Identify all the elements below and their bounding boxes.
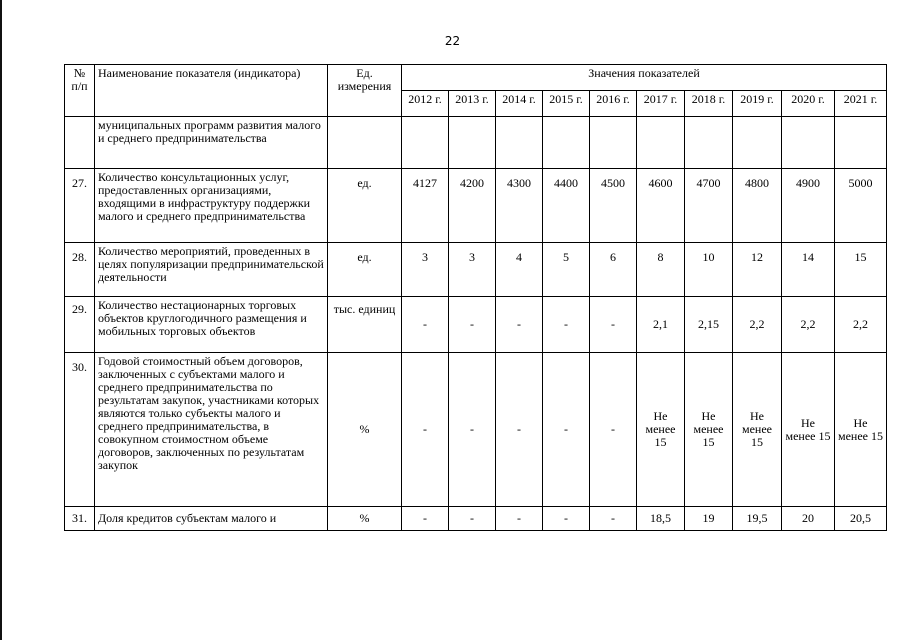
indicator-value: 15 xyxy=(835,243,887,297)
indicator-value: 4300 xyxy=(496,169,543,243)
indicator-value: 4600 xyxy=(637,169,685,243)
indicator-name: Количество мероприятий, проведенных в целях популяризации предпринимательской деятельности xyxy=(95,243,328,297)
indicator-value: 4700 xyxy=(685,169,733,243)
indicator-value: Не менее 15 xyxy=(733,353,782,507)
table-row xyxy=(65,507,887,531)
table-row xyxy=(65,297,887,353)
indicator-name: Количество нестационарных торговых объектов круглогодичного размещения и мобильных торговых объектов xyxy=(95,297,328,353)
table-row xyxy=(65,169,887,243)
indicator-value: 2,2 xyxy=(835,297,887,353)
indicator-value: 3 xyxy=(449,243,496,297)
indicator-value: 20,5 xyxy=(835,507,887,531)
header-year: 2014 г. xyxy=(496,91,543,117)
indicator-value: 6 xyxy=(590,243,637,297)
indicator-value: 14 xyxy=(782,243,835,297)
indicator-value xyxy=(782,117,835,169)
unit-of-measure: % xyxy=(328,353,402,507)
table-row xyxy=(65,243,887,297)
indicator-value: 18,5 xyxy=(637,507,685,531)
indicator-value xyxy=(496,117,543,169)
indicator-value: 19 xyxy=(685,507,733,531)
indicator-value: Не менее 15 xyxy=(782,353,835,507)
indicator-value: - xyxy=(402,353,449,507)
indicator-value: Не менее 15 xyxy=(835,353,887,507)
indicator-value xyxy=(733,117,782,169)
indicator-value: - xyxy=(496,297,543,353)
indicator-value: 5 xyxy=(543,243,590,297)
header-year: 2019 г. xyxy=(733,91,782,117)
indicator-value: - xyxy=(496,353,543,507)
indicator-name: Количество консультационных услуг, предоставленных организациями, входящими в инфраструктуру поддержки малого и среднего предпринимательства xyxy=(95,169,328,243)
header-year: 2013 г. xyxy=(449,91,496,117)
indicator-value: 4900 xyxy=(782,169,835,243)
indicator-value: 19,5 xyxy=(733,507,782,531)
table-row xyxy=(65,353,887,507)
indicator-value: 3 xyxy=(402,243,449,297)
row-number: 30. xyxy=(65,353,95,507)
indicator-value: 2,1 xyxy=(637,297,685,353)
indicator-value xyxy=(449,117,496,169)
header-unit: Ед. измерения xyxy=(328,65,402,117)
row-number: 27. xyxy=(65,169,95,243)
unit-of-measure: % xyxy=(328,507,402,531)
indicator-value: 8 xyxy=(637,243,685,297)
indicator-value: 4200 xyxy=(449,169,496,243)
indicator-value: - xyxy=(449,507,496,531)
indicator-value: - xyxy=(496,507,543,531)
header-values-group: Значения показателей xyxy=(402,65,887,91)
header-year: 2020 г. xyxy=(782,91,835,117)
header-name: Наименование показателя (индикатора) xyxy=(95,65,328,117)
indicator-value xyxy=(402,117,449,169)
indicator-value: - xyxy=(402,507,449,531)
header-year: 2021 г. xyxy=(835,91,887,117)
indicator-value xyxy=(637,117,685,169)
indicator-value: 4400 xyxy=(543,169,590,243)
indicator-value: - xyxy=(543,507,590,531)
row-number xyxy=(65,117,95,169)
indicator-value: 12 xyxy=(733,243,782,297)
row-number: 31. xyxy=(65,507,95,531)
indicator-value xyxy=(835,117,887,169)
indicator-value: 10 xyxy=(685,243,733,297)
indicator-value: 2,2 xyxy=(733,297,782,353)
indicator-name: Годовой стоимостный объем договоров, заключенных с субъектами малого и среднего предпринимательства по результатам закупок, участниками которых являются только субъекты малого и среднего предпринимательства, в совокупном стоимостном объеме договоров, заключенных по результатам закупок xyxy=(95,353,328,507)
indicator-value: Не менее 15 xyxy=(685,353,733,507)
page-left-edge xyxy=(0,0,2,640)
indicator-value: - xyxy=(543,297,590,353)
row-number: 29. xyxy=(65,297,95,353)
indicators-table xyxy=(64,64,887,531)
indicator-value: - xyxy=(590,297,637,353)
header-year: 2017 г. xyxy=(637,91,685,117)
indicator-value: 5000 xyxy=(835,169,887,243)
header-year: 2016 г. xyxy=(590,91,637,117)
page-number: 22 xyxy=(444,34,461,48)
indicator-value xyxy=(590,117,637,169)
table-row xyxy=(65,117,887,169)
indicator-value: - xyxy=(590,507,637,531)
indicator-value: - xyxy=(449,353,496,507)
indicator-value: 4 xyxy=(496,243,543,297)
indicator-name: Доля кредитов субъектам малого и xyxy=(95,507,328,531)
unit-of-measure: ед. xyxy=(328,243,402,297)
indicator-name: муниципальных программ развития малого и среднего предпринимательства xyxy=(95,117,328,169)
unit-of-measure: тыс. единиц xyxy=(328,297,402,353)
header-year: 2012 г. xyxy=(402,91,449,117)
header-num: № п/п xyxy=(65,65,95,117)
header-year: 2015 г. xyxy=(543,91,590,117)
indicator-value xyxy=(543,117,590,169)
indicator-value: 2,15 xyxy=(685,297,733,353)
indicator-value: 4800 xyxy=(733,169,782,243)
indicator-value: - xyxy=(543,353,590,507)
indicator-value: 4127 xyxy=(402,169,449,243)
indicator-value: Не менее 15 xyxy=(637,353,685,507)
indicator-value xyxy=(685,117,733,169)
header-year: 2018 г. xyxy=(685,91,733,117)
row-number: 28. xyxy=(65,243,95,297)
unit-of-measure xyxy=(328,117,402,169)
indicator-value: - xyxy=(590,353,637,507)
indicator-value: 2,2 xyxy=(782,297,835,353)
indicator-value: - xyxy=(402,297,449,353)
indicator-value: - xyxy=(449,297,496,353)
indicator-value: 20 xyxy=(782,507,835,531)
unit-of-measure: ед. xyxy=(328,169,402,243)
indicator-value: 4500 xyxy=(590,169,637,243)
